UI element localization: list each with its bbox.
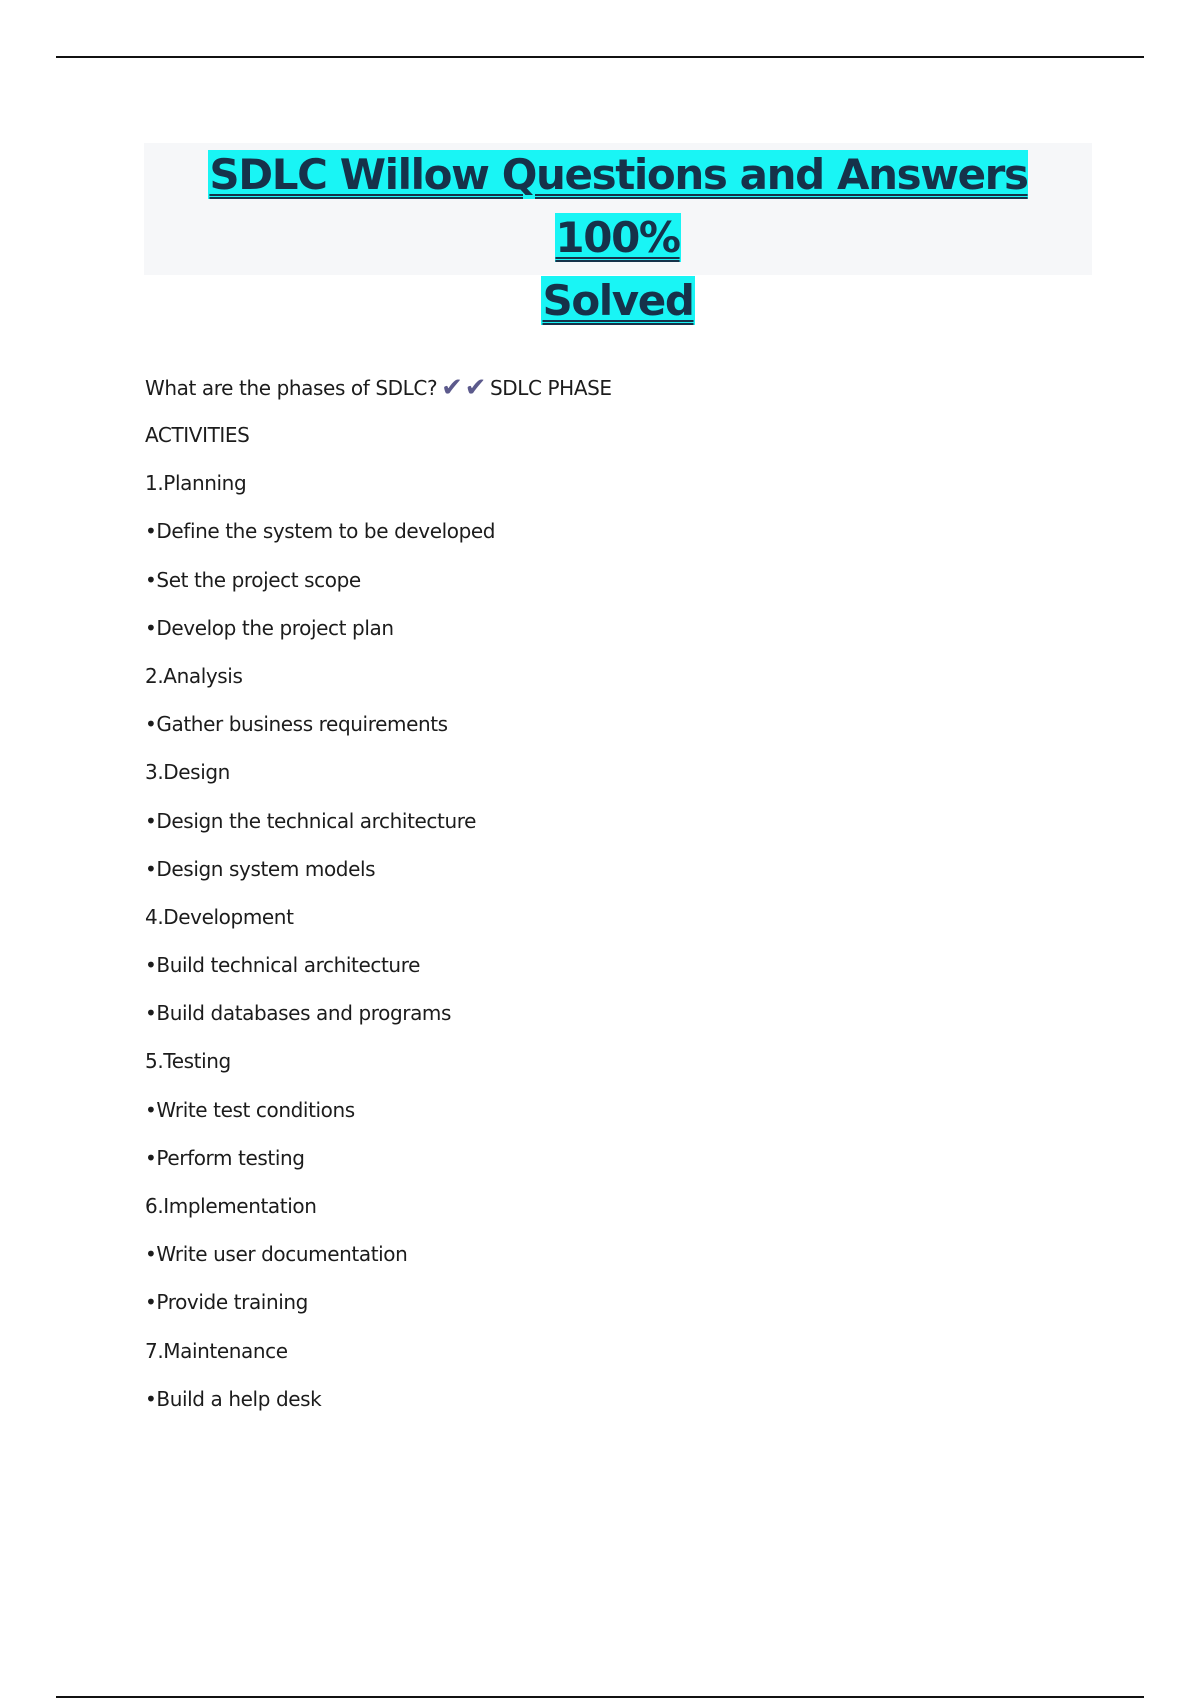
body-line: •Build technical architecture (145, 953, 420, 978)
body-line: •Write test conditions (145, 1097, 355, 1122)
question-text: What are the phases of SDLC? (145, 376, 438, 400)
body-line: ACTIVITIES (145, 423, 250, 447)
body-line: 1.Planning (145, 471, 247, 496)
document-title (144, 143, 1092, 332)
body-line: •Provide training (145, 1290, 308, 1315)
body-line: •Perform testing (145, 1145, 305, 1170)
document-body (145, 370, 1105, 1429)
body-line: 2.Analysis (145, 663, 243, 688)
body-line: •Design system models (145, 856, 376, 881)
top-rule (56, 56, 1144, 58)
body-line: •Write user documentation (145, 1242, 408, 1267)
body-line: •Set the project scope (145, 567, 361, 592)
body-line: •Build databases and programs (145, 1001, 452, 1026)
check-icon: ✔ (441, 373, 463, 403)
title-line-2: Solved (542, 276, 694, 325)
title-line-1: SDLC Willow Questions and Answers 100% (209, 150, 1028, 262)
body-line: 3.Design (145, 760, 230, 785)
body-line: 5.Testing (145, 1049, 231, 1074)
bottom-rule (56, 1696, 1144, 1698)
body-line: 7.Maintenance (145, 1338, 288, 1363)
body-line: •Design the technical architecture (145, 808, 477, 833)
question-line (145, 370, 1105, 417)
body-line: 6.Implementation (145, 1194, 317, 1218)
body-line: 4.Development (145, 904, 294, 929)
answer-start: SDLC PHASE (489, 376, 612, 400)
check-icon: ✔ (464, 373, 486, 403)
body-line: •Build a help desk (145, 1386, 322, 1411)
body-line: •Develop the project plan (145, 615, 394, 640)
body-line: •Define the system to be developed (145, 519, 496, 544)
body-line: •Gather business requirements (145, 712, 448, 737)
